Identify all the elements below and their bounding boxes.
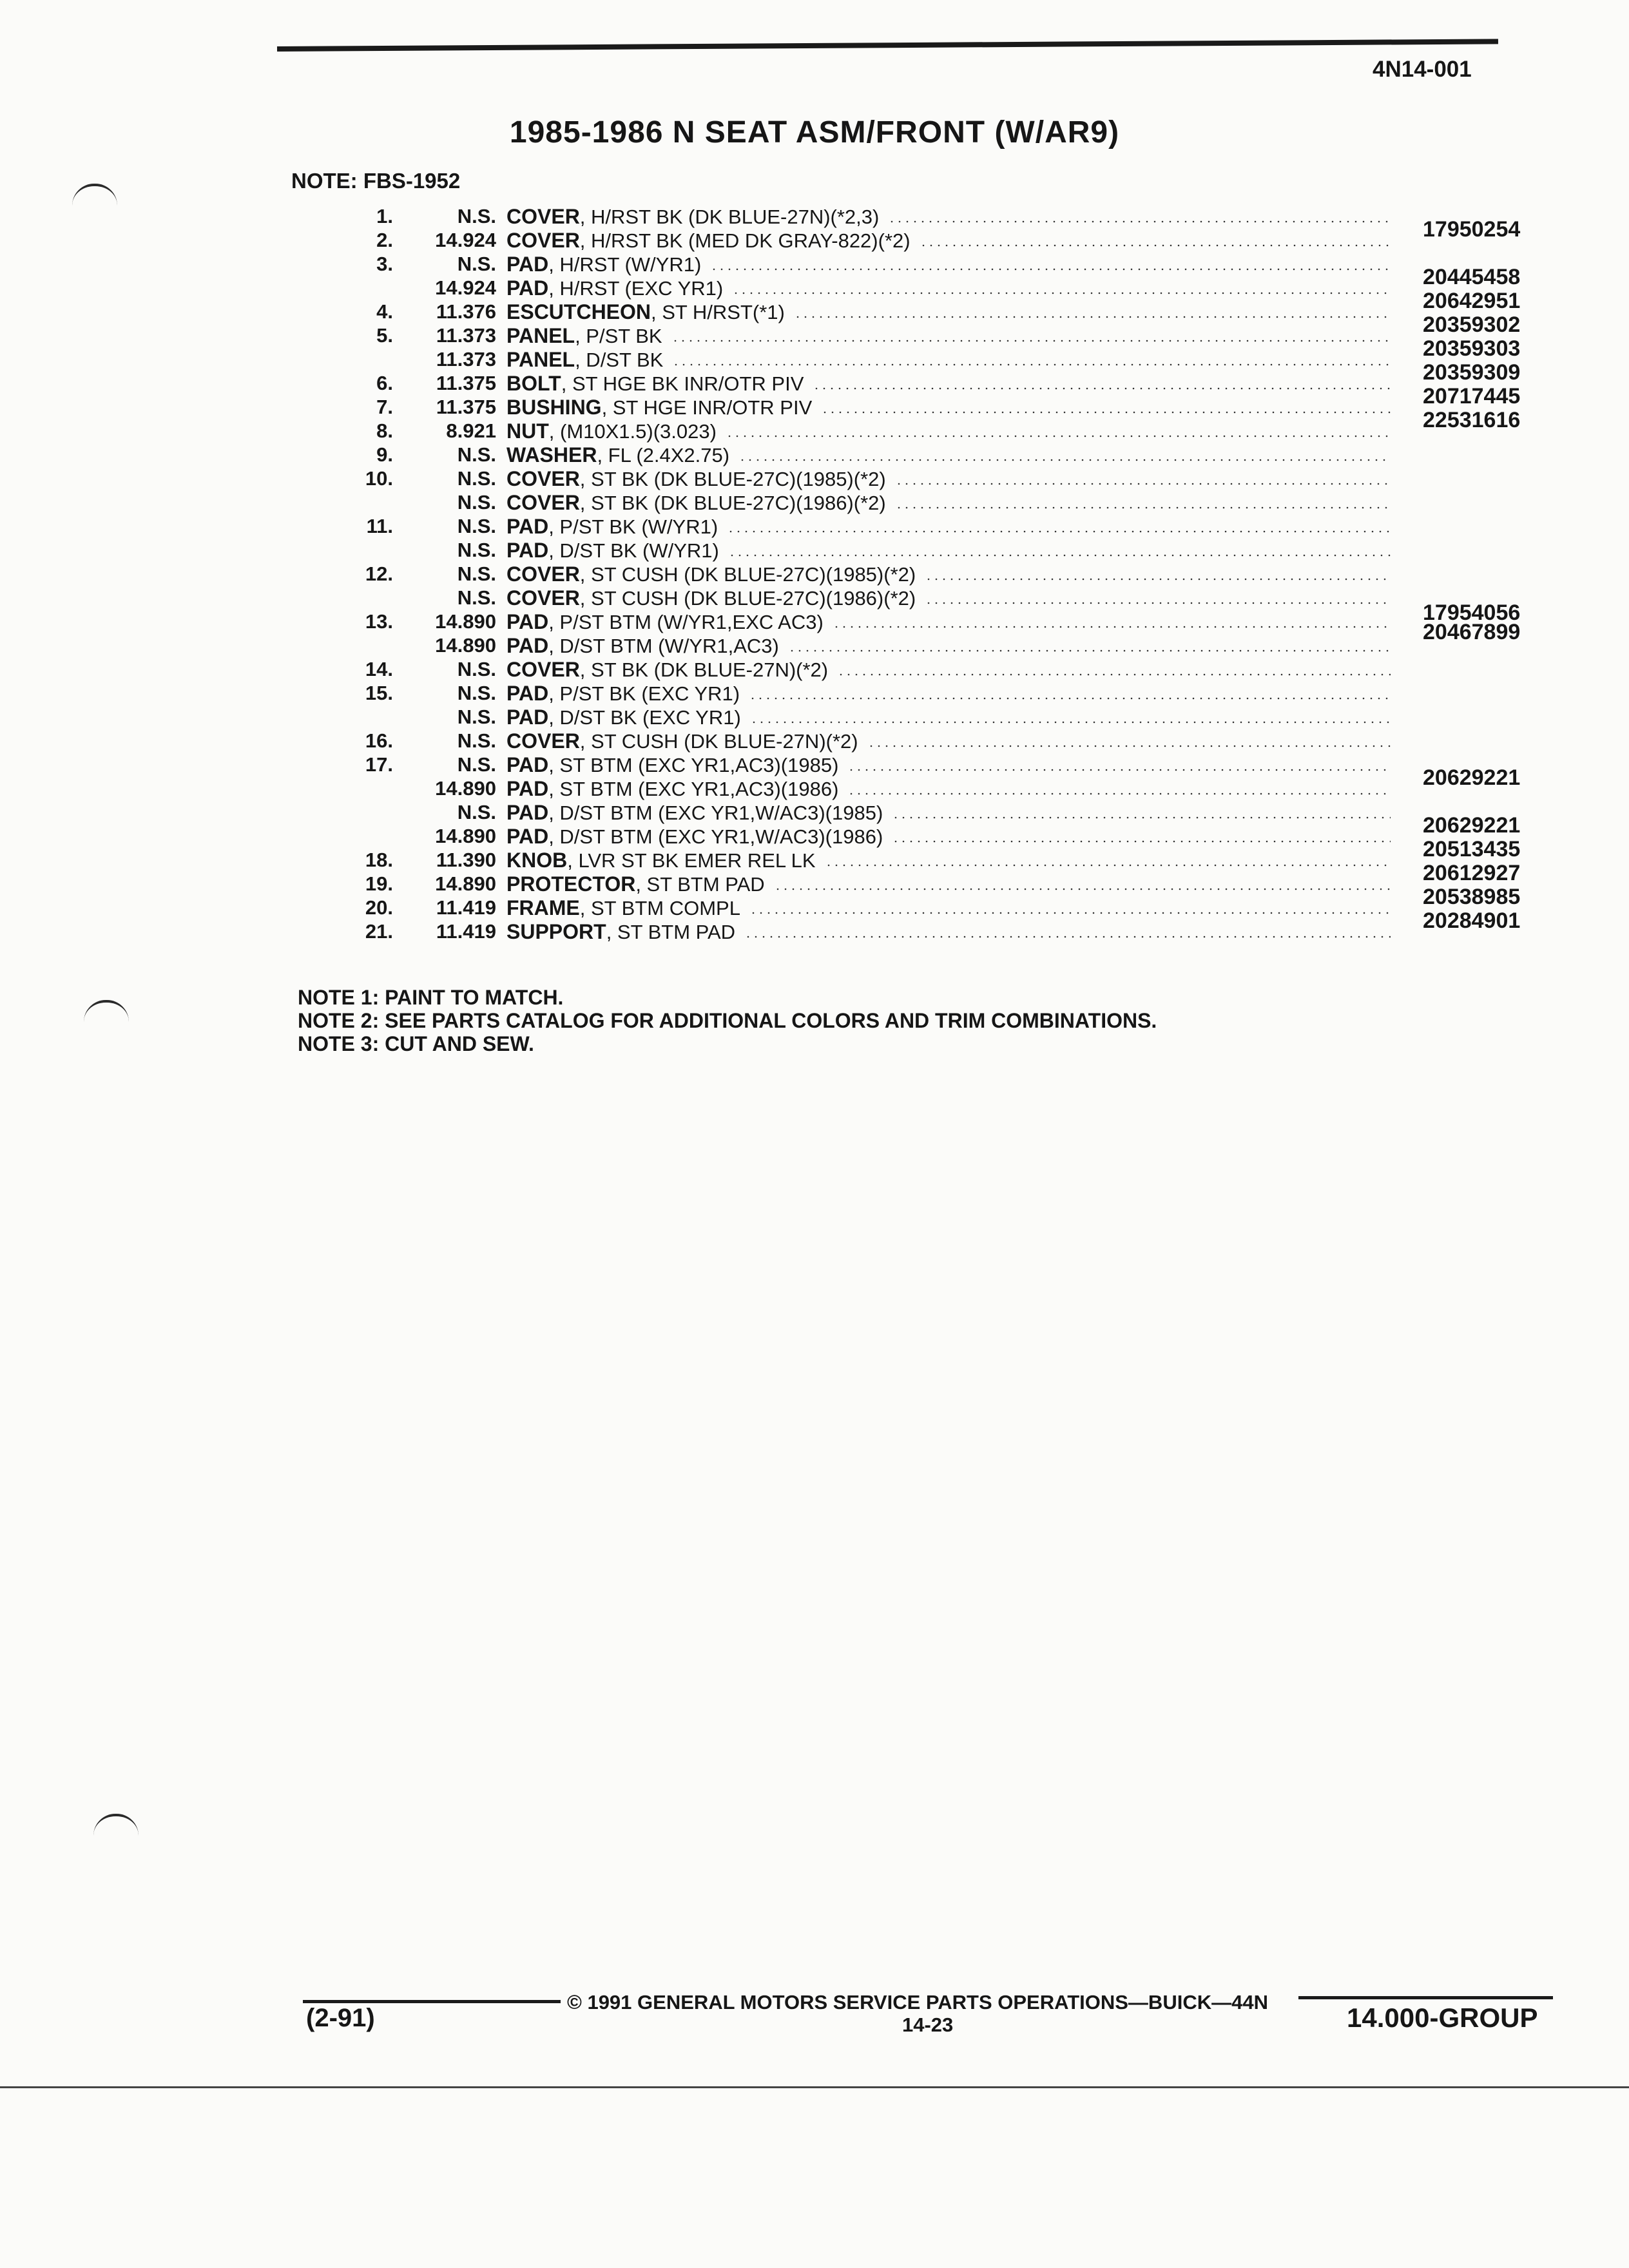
part-name: COVER — [506, 205, 580, 228]
group-code: N.S. — [457, 801, 496, 823]
part-name: ESCUTCHEON — [506, 300, 651, 323]
leader-dots — [920, 244, 1391, 247]
part-description — [506, 372, 804, 396]
part-row — [0, 491, 1629, 514]
group-code: N.S. — [457, 706, 496, 728]
punch-hole-mark — [93, 1814, 139, 1836]
part-detail: , H/RST BK (DK BLUE-27N)(*2,3) — [579, 206, 880, 228]
part-number: 20538985 — [1423, 885, 1521, 909]
leader-dots — [750, 721, 1391, 724]
group-code: N.S. — [457, 205, 496, 227]
part-row — [0, 539, 1629, 562]
part-row — [0, 515, 1629, 538]
part-row — [0, 610, 1629, 644]
item-number: 14. — [365, 658, 393, 680]
item-number: 4. — [376, 300, 393, 323]
footer-rule-left — [303, 2000, 561, 2003]
part-name: PAD — [506, 610, 549, 633]
part-number: 20359302 — [1423, 312, 1521, 337]
group-code: 11.390 — [436, 849, 496, 871]
item-number: 3. — [376, 253, 393, 275]
footnote: NOTE 3: CUT AND SEW. — [298, 1032, 534, 1055]
part-row — [0, 562, 1629, 586]
leader-dots — [825, 864, 1391, 867]
leader-dots — [821, 411, 1391, 414]
group-code: N.S. — [457, 253, 496, 275]
part-description — [506, 849, 816, 872]
group-code: N.S. — [457, 658, 496, 680]
part-name: COVER — [506, 562, 580, 586]
group-code: 11.373 — [436, 324, 496, 347]
group-code: N.S. — [457, 586, 496, 609]
leader-dots — [744, 936, 1391, 938]
leader-dots — [671, 340, 1391, 342]
part-row — [0, 777, 1629, 800]
item-number: 20. — [365, 896, 393, 919]
part-detail: , ST BK (DK BLUE-27C)(1986)(*2) — [579, 492, 886, 514]
part-detail: , D/ST BK (EXC YR1) — [548, 706, 741, 729]
part-name: PAD — [506, 634, 549, 657]
part-number: 20359309 — [1423, 360, 1521, 385]
part-description — [506, 348, 663, 372]
part-description — [506, 634, 779, 658]
part-detail: , D/ST BK — [575, 349, 664, 371]
part-description — [506, 253, 701, 276]
punch-hole-mark — [84, 1000, 129, 1022]
part-description — [506, 682, 740, 706]
date-code: (2-91) — [306, 2004, 375, 2032]
part-detail: , ST BTM COMPL — [579, 897, 740, 919]
group-code: 11.375 — [436, 372, 496, 394]
part-number: 17950254 — [1423, 217, 1521, 242]
part-name: PAD — [506, 825, 549, 848]
part-row — [0, 729, 1629, 753]
group-code: 14.890 — [435, 872, 496, 895]
leader-dots — [895, 506, 1391, 509]
leader-dots — [867, 745, 1391, 747]
part-row — [0, 706, 1629, 729]
group-code: N.S. — [457, 515, 496, 537]
part-name: FRAME — [506, 896, 580, 919]
leader-dots — [837, 673, 1391, 676]
part-detail: , ST H/RST(*1) — [651, 301, 785, 323]
part-number: 17954056 — [1423, 601, 1521, 625]
part-number: 22531616 — [1423, 408, 1521, 432]
footnote: NOTE 2: SEE PARTS CATALOG FOR ADDITIONAL COLORS AND TRIM COMBINATIONS. — [298, 1009, 1157, 1032]
part-detail: , P/ST BK (W/YR1) — [548, 515, 718, 538]
item-number: 11. — [366, 515, 393, 537]
item-number: 9. — [376, 443, 393, 466]
part-number: 20612927 — [1423, 861, 1521, 885]
leader-dots — [710, 268, 1391, 271]
part-name: NUT — [506, 419, 549, 443]
part-detail: , ST BTM (EXC YR1,AC3)(1986) — [548, 778, 839, 800]
leader-dots — [749, 912, 1391, 914]
part-detail: , P/ST BTM (W/YR1,EXC AC3) — [548, 611, 824, 633]
leader-dots — [847, 769, 1391, 771]
item-number: 13. — [365, 610, 393, 633]
part-detail: , H/RST BK (MED DK GRAY-822)(*2) — [579, 229, 911, 252]
part-detail: , ST BK (DK BLUE-27C)(1985)(*2) — [579, 468, 886, 490]
part-detail: , ST HGE INR/OTR PIV — [601, 396, 813, 419]
part-detail: , D/ST BTM (EXC YR1,W/AC3)(1986) — [548, 825, 883, 848]
item-number: 15. — [365, 682, 393, 704]
group-code: N.S. — [457, 443, 496, 466]
part-name: PAD — [506, 706, 549, 729]
punch-hole-mark — [72, 184, 117, 206]
group-code: 14.924 — [435, 276, 496, 299]
part-description — [506, 324, 662, 348]
part-number: 20445458 — [1423, 265, 1521, 289]
part-detail: , ST BTM (EXC YR1,AC3)(1985) — [548, 754, 839, 776]
part-number: 20467899 — [1423, 620, 1521, 644]
leader-dots — [888, 220, 1391, 223]
part-detail: , FL (2.4X2.75) — [597, 444, 730, 466]
part-row — [0, 682, 1629, 705]
page-number: 14-23 — [902, 2013, 954, 2036]
leader-dots — [892, 840, 1391, 843]
part-description — [506, 610, 824, 634]
part-name: WASHER — [506, 443, 597, 466]
item-number: 17. — [365, 753, 393, 776]
item-number: 19. — [365, 872, 393, 895]
part-row — [0, 634, 1629, 657]
leader-dots — [925, 602, 1391, 604]
group-code: N.S. — [457, 753, 496, 776]
item-number: 12. — [365, 562, 393, 585]
part-name: PAD — [506, 539, 549, 562]
part-detail: , ST CUSH (DK BLUE-27C)(1985)(*2) — [579, 563, 916, 586]
part-description — [506, 658, 828, 682]
part-description — [506, 229, 911, 253]
leader-dots — [813, 387, 1391, 390]
leader-dots — [672, 363, 1391, 366]
leader-dots — [738, 459, 1391, 461]
part-detail: , H/RST (EXC YR1) — [548, 277, 724, 300]
page-title: 1985-1986 N SEAT ASM/FRONT (W/AR9) — [509, 115, 1120, 149]
item-number: 7. — [376, 396, 393, 418]
part-description — [506, 300, 785, 324]
group-code: 14.890 — [435, 634, 496, 657]
part-description — [506, 443, 729, 467]
part-description — [506, 825, 883, 849]
part-name: PAD — [506, 276, 549, 300]
group-code: 11.419 — [436, 920, 496, 943]
part-description — [506, 777, 838, 801]
item-number: 21. — [365, 920, 393, 943]
part-description — [506, 729, 858, 753]
part-number: 20642951 — [1423, 289, 1521, 313]
part-number: 20629221 — [1423, 813, 1521, 838]
part-row — [0, 467, 1629, 490]
item-number: 10. — [365, 467, 393, 490]
header-note: NOTE: FBS-1952 — [291, 169, 461, 193]
part-description — [506, 396, 812, 419]
part-detail: , ST BTM PAD — [606, 921, 736, 943]
item-number: 8. — [376, 419, 393, 442]
group-code: N.S. — [457, 562, 496, 585]
leader-dots — [788, 649, 1391, 652]
item-number: 16. — [365, 729, 393, 752]
part-row — [0, 920, 1629, 943]
part-name: PAD — [506, 801, 549, 824]
part-name: PROTECTOR — [506, 872, 636, 896]
part-name: PAD — [506, 253, 549, 276]
part-name: BUSHING — [506, 396, 602, 419]
group-code: 11.375 — [436, 396, 496, 418]
part-description — [506, 491, 886, 515]
item-number: 6. — [376, 372, 393, 394]
part-description — [506, 801, 883, 825]
part-name: PAD — [506, 682, 549, 705]
bottom-edge-rule — [0, 2086, 1629, 2088]
leader-dots — [892, 816, 1391, 819]
part-detail: , (M10X1.5)(3.023) — [548, 420, 717, 443]
part-detail: , D/ST BTM (W/YR1,AC3) — [548, 635, 779, 657]
footer-rule-right — [1298, 1996, 1553, 1999]
part-name: SUPPORT — [506, 920, 606, 943]
group-code: 14.890 — [435, 610, 496, 633]
leader-dots — [774, 888, 1391, 890]
part-number: 20513435 — [1423, 837, 1521, 861]
group-code: 11.376 — [436, 300, 496, 323]
item-number: 2. — [376, 229, 393, 251]
part-description — [506, 205, 879, 229]
part-row — [0, 443, 1629, 466]
part-detail: , P/ST BK — [575, 325, 662, 347]
part-detail: , D/ST BK (W/YR1) — [548, 539, 719, 562]
top-rule — [277, 39, 1498, 52]
part-name: PAD — [506, 777, 549, 800]
part-name: COVER — [506, 229, 580, 252]
copyright-text: © 1991 GENERAL MOTORS SERVICE PARTS OPERATIONS—BUICK—44N — [567, 1991, 1268, 2013]
part-description — [506, 896, 740, 920]
part-detail: , LVR ST BK EMER REL LK — [567, 849, 816, 872]
group-code: N.S. — [457, 682, 496, 704]
item-number: 1. — [376, 205, 393, 227]
part-name: COVER — [506, 467, 580, 490]
part-detail: , ST BTM PAD — [635, 873, 765, 896]
leader-dots — [895, 483, 1391, 485]
group-code: 14.890 — [435, 825, 496, 847]
leader-dots — [847, 793, 1391, 795]
part-description — [506, 562, 916, 586]
part-description — [506, 276, 723, 300]
part-description — [506, 706, 741, 729]
notes-block — [298, 986, 1157, 1055]
part-number: 20717445 — [1423, 384, 1521, 408]
group-code: N.S. — [457, 729, 496, 752]
document-code: 4N14-001 — [1373, 57, 1472, 82]
part-description — [506, 872, 765, 896]
part-description — [506, 419, 717, 443]
part-name: PAD — [506, 515, 549, 538]
footnote: NOTE 1: PAINT TO MATCH. — [298, 986, 564, 1009]
part-detail: , ST CUSH (DK BLUE-27N)(*2) — [579, 730, 858, 753]
part-row — [0, 658, 1629, 681]
part-number: 20629221 — [1423, 765, 1521, 790]
leader-dots — [794, 316, 1391, 318]
leader-dots — [749, 697, 1391, 700]
part-name: PANEL — [506, 324, 575, 347]
group-number: 14.000-GROUP — [1347, 2003, 1538, 2033]
part-number: 20359303 — [1423, 336, 1521, 361]
part-row — [0, 419, 1629, 443]
group-code: N.S. — [457, 491, 496, 514]
part-name: KNOB — [506, 849, 568, 872]
part-name: BOLT — [506, 372, 561, 395]
part-description — [506, 539, 719, 562]
group-code: 14.890 — [435, 777, 496, 800]
group-code: 14.924 — [435, 229, 496, 251]
part-row — [0, 229, 1629, 252]
leader-dots — [726, 435, 1391, 437]
part-description — [506, 586, 916, 610]
part-detail: , ST CUSH (DK BLUE-27C)(1986)(*2) — [579, 587, 916, 610]
group-code: 11.373 — [436, 348, 496, 370]
part-description — [506, 753, 838, 777]
part-number: 20284901 — [1423, 908, 1521, 933]
part-description — [506, 920, 735, 944]
item-number: 5. — [376, 324, 393, 347]
part-name: COVER — [506, 658, 580, 681]
leader-dots — [833, 626, 1391, 628]
part-detail: , ST BK (DK BLUE-27N)(*2) — [579, 658, 829, 681]
group-code: 11.419 — [436, 896, 496, 919]
part-detail: , ST HGE BK INR/OTR PIV — [561, 372, 804, 395]
part-name: COVER — [506, 586, 580, 610]
part-name: COVER — [506, 729, 580, 753]
part-detail: , H/RST (W/YR1) — [548, 253, 702, 276]
part-detail: , P/ST BK (EXC YR1) — [548, 682, 740, 705]
leader-dots — [732, 292, 1391, 294]
group-code: 8.921 — [446, 419, 496, 442]
part-name: COVER — [506, 491, 580, 514]
group-code: N.S. — [457, 467, 496, 490]
leader-dots — [727, 530, 1391, 533]
part-name: PAD — [506, 753, 549, 776]
part-name: PANEL — [506, 348, 575, 371]
leader-dots — [728, 554, 1391, 557]
part-detail: , D/ST BTM (EXC YR1,W/AC3)(1985) — [548, 802, 883, 824]
part-description — [506, 467, 886, 491]
item-number: 18. — [365, 849, 393, 871]
part-description — [506, 515, 718, 539]
leader-dots — [925, 578, 1391, 581]
group-code: N.S. — [457, 539, 496, 561]
